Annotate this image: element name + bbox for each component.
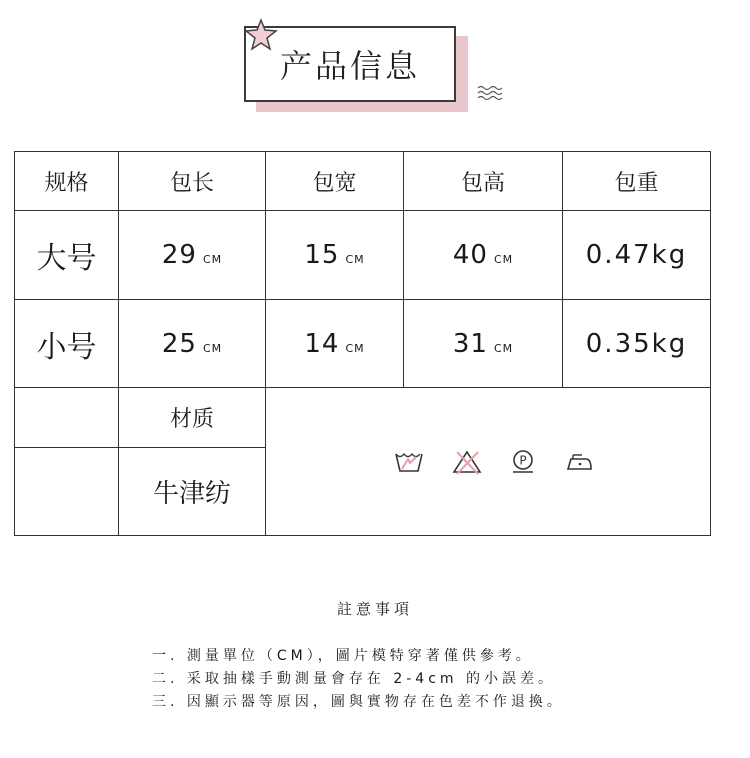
material-value: 牛津纺 [119,448,266,536]
empty-cell [15,448,119,536]
cell-height [404,211,563,300]
no-bleach-icon [452,449,482,475]
header-width: 包宽 [266,152,404,211]
header-spec: 规格 [15,152,119,211]
table-row [15,300,711,388]
unit: CM [202,341,223,355]
note-item: 二. 采取抽樣手動測量會存在 2-4cm 的小誤差。 [152,671,557,687]
empty-cell [15,388,119,448]
hand-wash-icon [394,449,424,475]
header-height: 包高 [404,152,563,211]
cell-width [266,300,404,388]
page-title: 产品信息 [244,26,456,102]
spec-table [14,151,711,536]
note-item: 三. 因顯示器等原因，圖與實物存在色差不作退換。 [152,694,565,710]
svg-text:P: P [519,453,527,467]
unit: CM [202,253,223,266]
cell-width [266,211,404,300]
care-icons [266,449,710,475]
cell-length [119,300,266,388]
notes-list [152,645,565,714]
star-icon [244,18,278,52]
value: 40 [452,240,488,270]
unit: CM [493,341,514,355]
cell-length [119,211,266,300]
note-item: 一. 測量單位（CM），圖片模特穿著僅供參考。 [152,648,534,664]
cell-weight: 0.47kg [563,211,711,300]
unit: CM [345,341,365,355]
value: 15 [304,240,340,270]
header-length: 包长 [119,152,266,211]
material-label: 材质 [119,388,266,448]
wave-lines-icon [476,82,504,104]
title-banner [244,18,514,118]
professional-dry-clean-p-icon [510,449,536,475]
table-row [15,211,711,300]
row-label-large: 大号 [15,211,119,300]
material-row [15,388,711,448]
unit: CM [493,253,514,266]
unit: CM [345,253,365,266]
iron-low-heat-icon [564,449,594,475]
cell-weight: 0.35kg [563,300,711,388]
value: 29 [161,240,197,270]
table-header-row [15,152,711,211]
row-label-small: 小号 [15,300,119,388]
header-weight: 包重 [563,152,711,211]
value: 25 [161,328,197,359]
notes-title: 註意事項 [336,600,413,618]
value: 31 [452,328,488,359]
care-icons-cell [266,388,711,536]
value: 14 [304,328,340,359]
cell-height [404,300,563,388]
